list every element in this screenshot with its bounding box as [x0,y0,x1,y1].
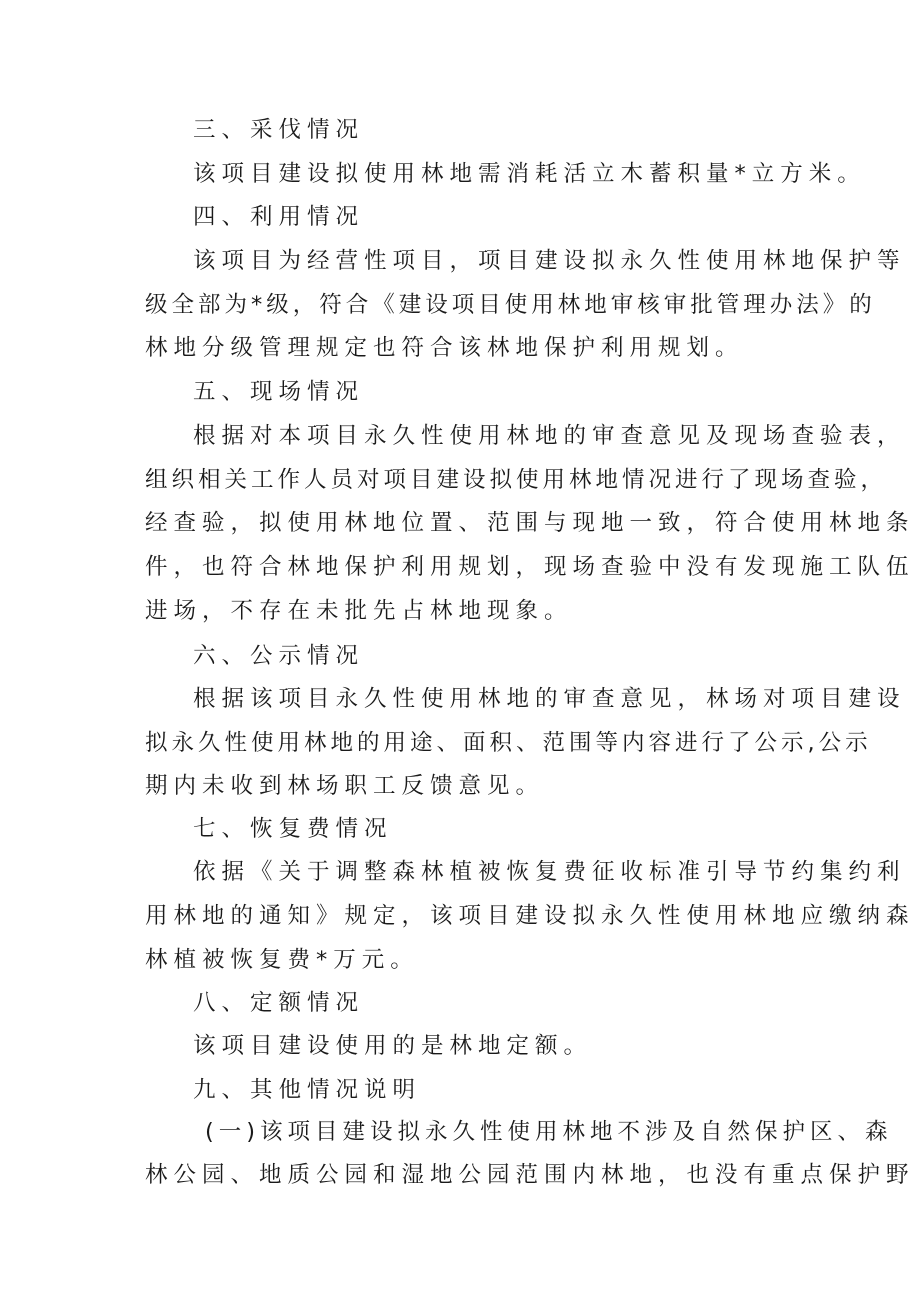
section-heading-utilization: 四、利用情况 [193,204,365,230]
paragraph-line: 级全部为*级，符合《建设项目使用林地审核审批管理办法》的 [145,292,876,318]
paragraph-line: 林公园、地质公园和湿地公园范围内林地，也没有重点保护野 [145,1162,915,1188]
paragraph-line: 该项目建设拟使用林地需消耗活立木蓄积量*立方米。 [193,161,866,187]
paragraph-line: 期内未收到林场职工反馈意见。 [145,773,545,799]
section-heading-quota: 八、定额情况 [193,990,365,1016]
paragraph-line: 进场，不存在未批先占林地现象。 [145,598,573,624]
paragraph-line: 根据该项目永久性使用林地的审查意见，林场对项目建设 [193,686,906,712]
paragraph-line: 该项目建设使用的是林地定额。 [193,1033,593,1059]
section-heading-publicity: 六、公示情况 [193,643,365,669]
paragraph-line: 该项目为经营性项目，项目建设拟永久性使用林地保护等 [193,248,906,274]
section-heading-logging: 三、采伐情况 [193,117,365,143]
paragraph-line: (一)该项目建设拟永久性使用林地不涉及自然保护区、森 [205,1119,893,1145]
paragraph-line: 件，也符合林地保护利用规划，现场查验中没有发现施工队伍 [145,554,915,580]
paragraph-line: 用林地的通知》规定，该项目建设拟永久性使用林地应缴纳森 [145,903,915,929]
paragraph-line: 根据对本项目永久性使用林地的审查意见及现场查验表， [193,423,906,449]
paragraph-line: 林植被恢复费*万元。 [145,947,419,973]
paragraph-line: 依据《关于调整森林植被恢复费征收标准引导节约集约利 [193,859,906,885]
paragraph-line: 经查验，拟使用林地位置、范围与现地一致，符合使用林地条 [145,510,915,536]
section-heading-other: 九、其他情况说明 [193,1077,422,1103]
paragraph-line: 拟永久性使用林地的用途、面积、范围等内容进行了公示,公示 [145,730,872,756]
paragraph-line: 林地分级管理规定也符合该林地保护利用规划。 [145,335,744,361]
paragraph-line: 组织相关工作人员对项目建设拟使用林地情况进行了现场查验， [145,467,888,493]
section-heading-site: 五、现场情况 [193,379,365,405]
section-heading-restoration-fee: 七、恢复费情况 [193,816,393,842]
